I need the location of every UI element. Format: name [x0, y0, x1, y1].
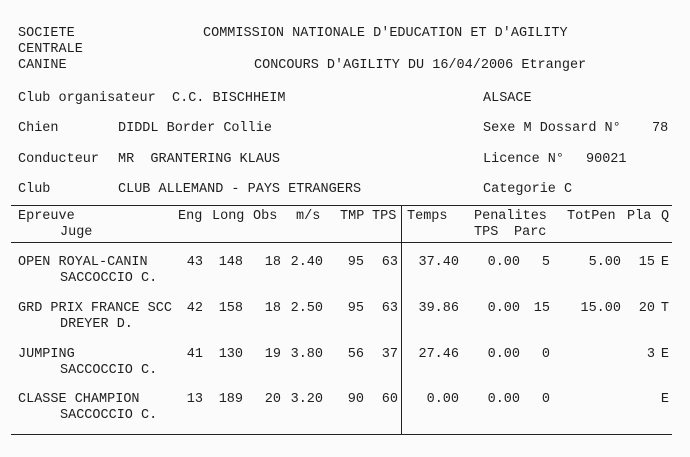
cell-pen-tps: 0.00 [487, 255, 520, 270]
table-top-rule [11, 205, 672, 206]
cell-tps: 63 [381, 255, 398, 270]
col-header-ms: m/s [296, 209, 321, 224]
cell-pen-tps: 0.00 [487, 392, 520, 407]
cell-tmp: 90 [347, 392, 364, 407]
cell-pla: 20 [638, 301, 655, 316]
chien-value: DIDDL Border Collie [118, 121, 272, 136]
sexe-dossard-label: Sexe M Dossard N° [483, 121, 621, 136]
chien-label: Chien [18, 121, 59, 136]
licence-value: 90021 [586, 152, 627, 167]
col-header-tmp: TMP [340, 209, 365, 224]
cell-totpen: 15.00 [580, 301, 621, 316]
table-bottom-rule [11, 434, 672, 435]
col-header-pen-parc: Parc [514, 225, 547, 240]
cell-pen-parc: 5 [541, 255, 550, 270]
cell-long: 130 [218, 347, 243, 362]
cell-eng: 43 [186, 255, 203, 270]
cell-epreuve: CLASSE CHAMPION [18, 392, 140, 407]
cell-ms: 3.80 [290, 347, 323, 362]
cell-juge: SACCOCCIO C. [60, 363, 158, 378]
col-header-pla: Pla [627, 209, 652, 224]
cell-tps: 37 [381, 347, 398, 362]
col-header-juge: Juge [60, 225, 93, 240]
cell-tmp: 95 [347, 301, 364, 316]
cell-temps: 39.86 [418, 301, 459, 316]
cell-obs: 19 [264, 347, 281, 362]
dossard-value: 78 [652, 121, 669, 136]
cell-q: E [660, 392, 669, 407]
cell-eng: 42 [186, 301, 203, 316]
licence-label: Licence N° [483, 152, 565, 167]
col-header-obs: Obs [253, 209, 278, 224]
cell-long: 158 [218, 301, 243, 316]
cell-long: 189 [218, 392, 243, 407]
cell-pen-parc: 0 [541, 347, 550, 362]
cell-temps: 0.00 [426, 392, 459, 407]
club-organisateur-label: Club organisateur [18, 91, 156, 106]
cell-tmp: 56 [347, 347, 364, 362]
cell-temps: 27.46 [418, 347, 459, 362]
cell-pen-parc: 0 [541, 392, 550, 407]
cell-pen-tps: 0.00 [487, 301, 520, 316]
cell-tmp: 95 [347, 255, 364, 270]
cell-q: E [660, 255, 669, 270]
cell-obs: 18 [264, 255, 281, 270]
col-header-eng: Eng [178, 209, 203, 224]
table-column-divider [401, 205, 402, 435]
org-name-line3: CANINE [18, 58, 67, 73]
cell-epreuve: GRD PRIX FRANCE SCC [18, 301, 172, 316]
cell-q: E [660, 347, 669, 362]
org-name-line1: SOCIETE [18, 26, 75, 41]
cell-juge: DREYER D. [60, 317, 133, 332]
cell-totpen: 5.00 [588, 255, 621, 270]
cell-pen-tps: 0.00 [487, 347, 520, 362]
conducteur-value: MR GRANTERING KLAUS [118, 152, 281, 167]
cell-juge: SACCOCCIO C. [60, 271, 158, 286]
col-header-long: Long [212, 209, 245, 224]
col-header-tps: TPS [372, 209, 397, 224]
cell-tps: 63 [381, 301, 398, 316]
cell-long: 148 [218, 255, 243, 270]
col-header-totpen: TotPen [567, 209, 616, 224]
col-header-temps: Temps [407, 209, 448, 224]
cell-epreuve: OPEN ROYAL-CANIN [18, 255, 148, 270]
cell-pla: 3 [646, 347, 655, 362]
region-value: ALSACE [483, 91, 532, 106]
club-organisateur-value: C.C. BISCHHEIM [172, 91, 286, 106]
org-name-line2: CENTRALE [18, 42, 83, 57]
col-header-epreuve: Epreuve [18, 209, 75, 224]
club-label: Club [18, 182, 51, 197]
col-header-penalites: Penalites [474, 209, 547, 224]
document-subtitle: CONCOURS D'AGILITY DU 16/04/2006 Etranger [254, 58, 587, 73]
table-header-rule [11, 242, 672, 243]
cell-ms: 2.40 [290, 255, 323, 270]
col-header-pen-tps: TPS [474, 225, 499, 240]
cell-eng: 41 [186, 347, 203, 362]
club-value: CLUB ALLEMAND - PAYS ETRANGERS [118, 182, 362, 197]
cell-q: T [660, 301, 669, 316]
cell-pen-parc: 15 [533, 301, 550, 316]
col-header-q: Q [661, 209, 670, 224]
conducteur-label: Conducteur [18, 152, 100, 167]
cell-obs: 20 [264, 392, 281, 407]
cell-juge: SACCOCCIO C. [60, 408, 158, 423]
cell-temps: 37.40 [418, 255, 459, 270]
cell-obs: 18 [264, 301, 281, 316]
cell-epreuve: JUMPING [18, 347, 75, 362]
cell-ms: 3.20 [290, 392, 323, 407]
cell-eng: 13 [186, 392, 203, 407]
document-title: COMMISSION NATIONALE D'EDUCATION ET D'AGILITY [203, 26, 568, 41]
cell-tps: 60 [381, 392, 398, 407]
categorie-value: Categorie C [483, 182, 573, 197]
cell-ms: 2.50 [290, 301, 323, 316]
cell-pla: 15 [638, 255, 655, 270]
